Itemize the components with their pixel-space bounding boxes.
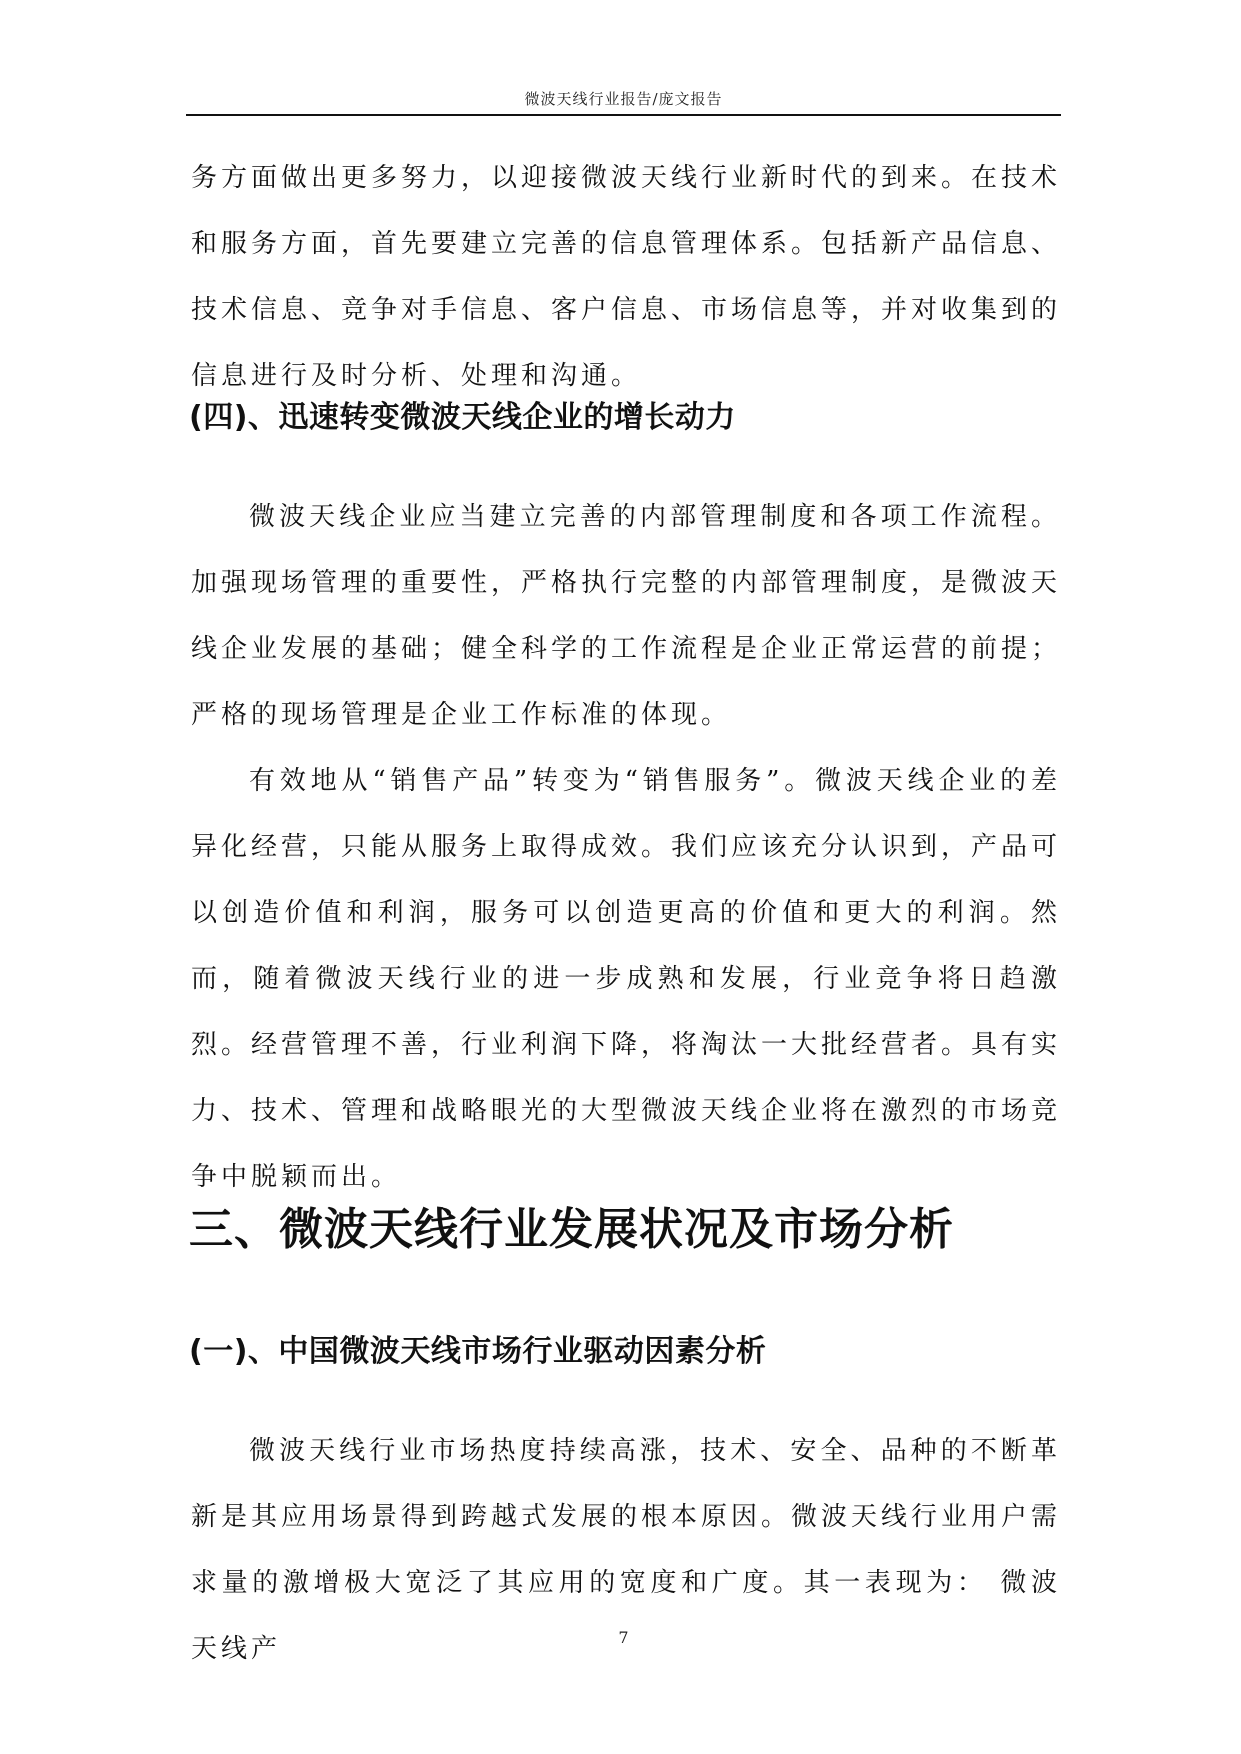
section-4-heading: (四)、迅速转变微波天线企业的增长动力 — [189, 400, 736, 435]
paragraph-continuation: 务方面做出更多努力，以迎接微波天线行业新时代的到来。在技术和服务方面，首先要建立完善的信息管理体系。包括新产品信息、技术信息、竞争对手信息、客户信息、市场信息等，并对收集到的信息进行及时分析、处理和沟通。 — [191, 163, 1062, 391]
section-1-paragraph-1: 微波天线行业市场热度持续高涨，技术、安全、品种的不断革新是其应用场景得到跨越式发展的根本原因。微波天线行业用户需求量的激增极大宽泛了其应用的宽度和广度。其一表现为： 微波天线产 — [191, 1436, 1062, 1664]
section-4-paragraph-1: 微波天线企业应当建立完善的内部管理制度和各项工作流程。加强现场管理的重要性，严格执行完整的内部管理制度，是微波天线企业发展的基础；健全科学的工作流程是企业正常运营的前提；严格的现场管理是企业工作标准的体现。 — [191, 502, 1062, 730]
header-rule — [186, 114, 1061, 116]
section-4-paragraph-2: 有效地从“销售产品”转变为“销售服务”。微波天线企业的差异化经营，只能从服务上取得成效。我们应该充分认识到，产品可以创造价值和利润，服务可以创造更高的价值和更大的利润。然而，随着微波天线行业的进一步成熟和发展，行业竞争将日趋激烈。经营管理不善，行业利润下降，将淘汰一大批经营者。具有实力、技术、管理和战略眼光的大型微波天线企业将在激烈的市场竞争中脱颖而出。 — [191, 766, 1062, 1192]
section-1-heading: (一)、中国微波天线市场行业驱动因素分析 — [189, 1334, 767, 1369]
running-header: 微波天线行业报告/庞文报告 — [524, 90, 723, 108]
page-number: 7 — [618, 1628, 629, 1647]
chapter-3-heading: 三、微波天线行业发展状况及市场分析 — [189, 1204, 954, 1255]
